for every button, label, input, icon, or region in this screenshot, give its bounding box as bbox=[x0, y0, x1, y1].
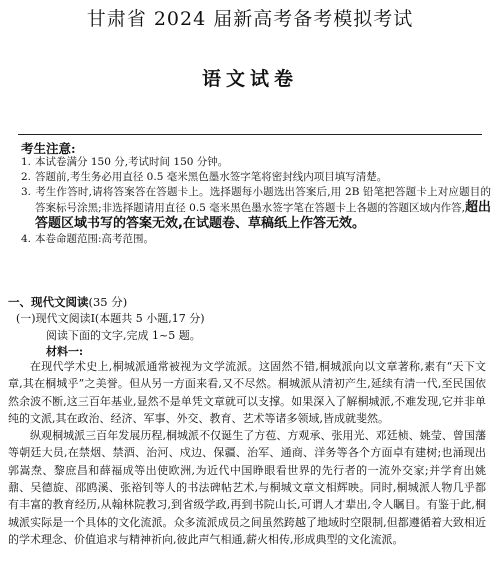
material-label: 材料一: bbox=[46, 345, 84, 358]
section-heading-score: (35 分) bbox=[88, 295, 128, 309]
notice-item-4 bbox=[21, 232, 491, 247]
divider bbox=[18, 134, 482, 135]
notice-heading: 考生注意: bbox=[21, 141, 76, 156]
notice-item-number: 2. bbox=[21, 171, 32, 183]
notice-item-text: 本卷命题范围:高考范围。 bbox=[35, 233, 155, 245]
subsection-heading: (一)现代文阅读Ⅰ(本题共 5 小题,17 分) bbox=[16, 312, 205, 325]
section-heading-title: 一、现代文阅读 bbox=[8, 295, 89, 309]
exam-title: 甘肃省 2024 届新高考备考模拟考试 bbox=[86, 8, 414, 30]
notice-item-1 bbox=[21, 155, 491, 170]
paragraph: 在现代学术史上,桐城派通常被视为文学流派。这固然不错,桐城派向以文章著称,素有“天下文章,其在桐城乎”之美誉。但从另一方面来看,又不尽然。桐城派从清初产生,延续有清一代,至民国依然余波不断,这三百年基业,显然不是单凭文章就可以支撑。如果深入了解桐城派,不难发现,它并非单纯的文派,其在政治、经济、军事、外交、教育、艺术等诸多领域,皆成就斐然。 bbox=[8, 360, 486, 425]
paper-title: 语文试卷 bbox=[201, 68, 298, 90]
notice-item-number: 3. bbox=[21, 186, 32, 198]
notice-item-text: 考生作答时,请将答案答在答题卡上。选择题每小题选出答案后,用 2B 铅笔把答题卡上对应题目的答案标号涂黑;非选择题请用直径 0.5 毫米黑色墨水签字笔在答题卡上各题的答题区域内作答, bbox=[35, 186, 491, 214]
notice-list bbox=[21, 155, 491, 247]
notice-item-3 bbox=[21, 185, 491, 232]
material-text bbox=[8, 358, 486, 548]
notice-item-text: 本试卷满分 150 分,考试时间 150 分钟。 bbox=[35, 156, 229, 168]
notice-item-2 bbox=[21, 170, 491, 185]
notice-item-number: 4. bbox=[21, 233, 32, 245]
notice-item-emphasis: 超出答题区域书写的答案无效,在试题卷、草稿纸上作答无效。 bbox=[35, 200, 491, 231]
section-heading bbox=[8, 294, 127, 310]
reading-instruction: 阅读下面的文字,完成 1~5 题。 bbox=[46, 329, 201, 342]
notice-item-text: 答题前,考生务必用直径 0.5 毫米黑色墨水签字笔将密封线内项目填写清楚。 bbox=[35, 171, 388, 183]
notice-item-number: 1. bbox=[21, 156, 32, 168]
paragraph: 纵观桐城派三百年发展历程,桐城派不仅诞生了方苞、方观承、张用光、邓廷桢、姚莹、曾国藩等朝廷大员,在禁烟、禁酒、治河、戍边、保疆、治军、通商、洋务等各个方面卓有建树;也涌现出郭嵩焘、黎庶昌和薛福成等出使欧洲,为近代中国睁眼看世界的先行者的一流外交家;并学育出姚鼐、吴德旋、邵鸥溪、张裕钊等人的书法碑帖艺术,与桐城文章文相辉映。同时,桐城派人物几乎都有丰富的教育经历,从翰林院教习,到省级学政,再到书院山长,可谓人才辈出,令人瞩目。有鉴于此,桐城派实际是一个具体的文化流派。众多流派成员之间虽然跨越了地域时空限制,但都遵循着大致相近的学术理念、价值追求与精神祈向,彼此声气相通,薪火相传,形成典型的文化流派。 bbox=[8, 429, 486, 546]
